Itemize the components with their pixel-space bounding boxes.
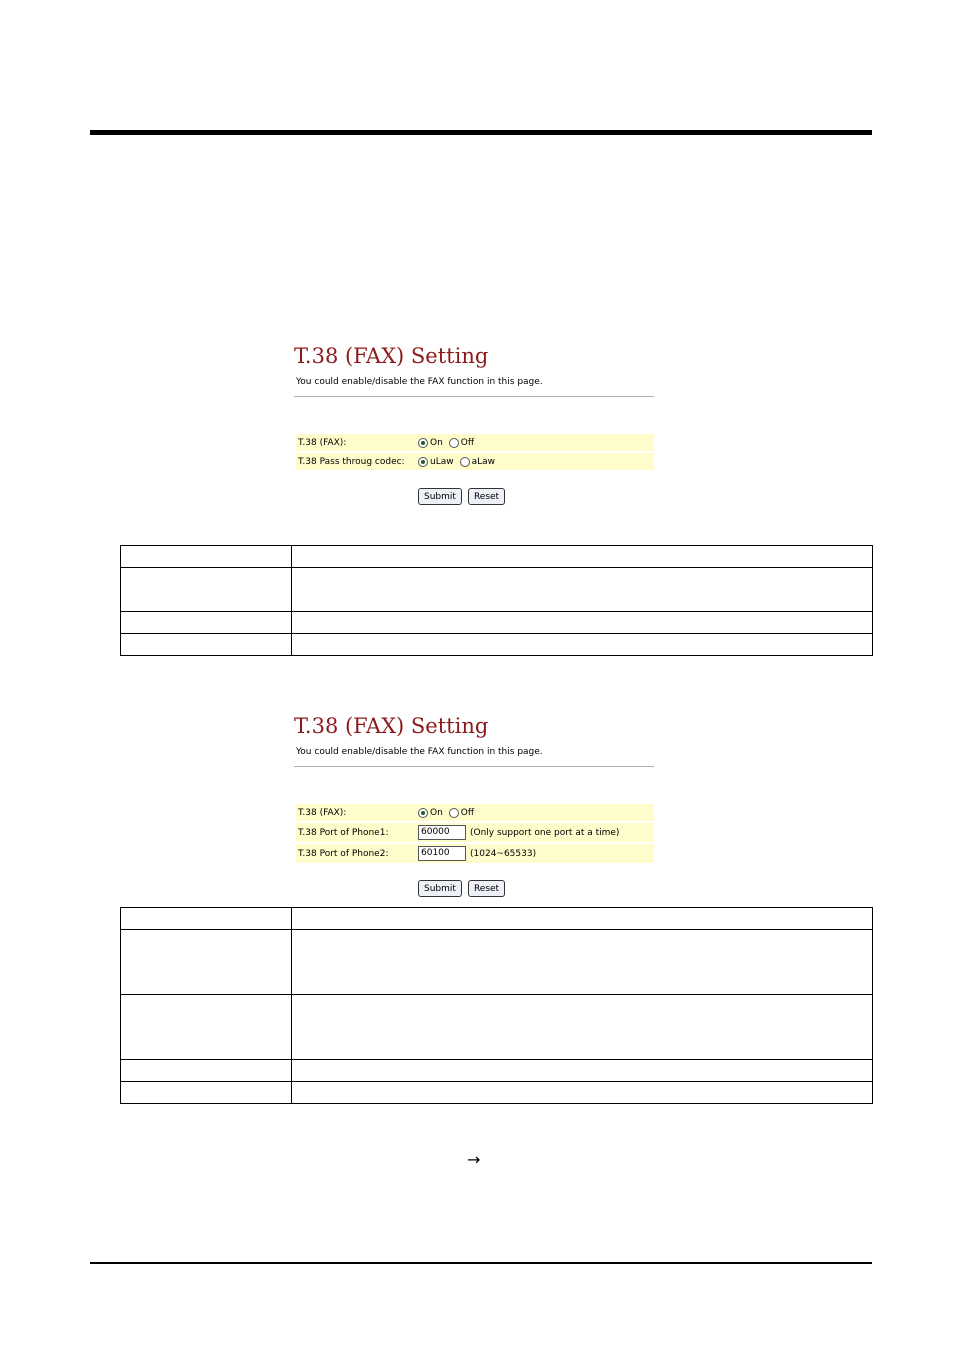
radio-selected-icon [418,808,428,818]
page-description: You could enable/disable the FAX function in this page. [296,747,543,757]
table-cell [292,546,873,568]
table-row [121,568,873,612]
phone2-port-row [296,844,654,863]
fax-label: T.38 (FAX): [298,807,347,818]
fax-on-label: On [430,437,443,448]
table-row [121,612,873,634]
submit-button[interactable]: Submit [418,880,462,897]
radio-selected-icon [418,438,428,448]
table-cell [292,908,873,930]
submit-button[interactable]: Submit [418,488,462,505]
table-cell [292,995,873,1060]
phone1-port-row [296,823,654,842]
radio-empty-icon [449,438,459,448]
fax-row [296,804,654,821]
table-cell [121,930,292,995]
fax-off-radio[interactable] [449,808,474,818]
table-row [121,1060,873,1082]
codec-label: T.38 Pass throug codec: [298,456,405,467]
parameter-table-2 [120,907,873,1104]
fax-off-label: Off [460,807,475,818]
table-row [121,634,873,656]
table-cell [292,568,873,612]
fax-on-radio[interactable] [418,808,443,818]
radio-selected-icon [418,457,428,467]
radio-empty-icon [449,808,459,818]
ulaw-radio[interactable] [418,457,454,467]
table-cell [292,612,873,634]
arrow-right-icon: → [467,1150,481,1169]
radio-empty-icon [460,457,470,467]
fax-off-label: Off [460,437,475,448]
divider [294,396,654,397]
fax-on-radio[interactable] [418,438,443,448]
table-cell [292,634,873,656]
form-buttons [418,880,505,897]
table-cell [121,634,292,656]
table-cell [121,546,292,568]
settings-form [296,804,654,865]
table-row [121,546,873,568]
phone2-port-label: T.38 Port of Phone2: [298,848,389,859]
reset-button[interactable]: Reset [468,488,505,505]
phone1-port-input[interactable]: 60000 [418,825,466,840]
table-row [121,1082,873,1104]
parameter-table-1 [120,545,873,656]
divider [294,766,654,767]
table-cell [121,1060,292,1082]
alaw-radio[interactable] [460,457,495,467]
phone2-port-hint: (1024~65533) [470,848,537,859]
table-row [121,930,873,995]
phone2-port-input[interactable]: 60100 [418,846,466,861]
table-cell [121,568,292,612]
table-cell [121,995,292,1060]
page-title: T.38 (FAX) Setting [294,714,489,738]
reset-button[interactable]: Reset [468,880,505,897]
table-cell [292,1082,873,1104]
page-description: You could enable/disable the FAX function in this page. [296,377,543,387]
table-cell [121,612,292,634]
table-cell [121,1082,292,1104]
fax-on-label: On [430,807,443,818]
header-rule [90,130,872,135]
fax-setting-screenshot-1 [294,343,658,502]
table-cell [292,1060,873,1082]
phone1-port-label: T.38 Port of Phone1: [298,827,389,838]
fax-off-radio[interactable] [449,438,474,448]
table-row [121,908,873,930]
table-cell [292,930,873,995]
fax-label: T.38 (FAX): [298,437,347,448]
settings-form [296,434,654,472]
phone1-port-hint: (Only support one port at a time) [470,827,620,838]
codec-row [296,453,654,470]
fax-setting-screenshot-2 [294,713,658,894]
fax-row [296,434,654,451]
alaw-label: aLaw [471,456,496,467]
table-cell [121,908,292,930]
table-row [121,995,873,1060]
page-title: T.38 (FAX) Setting [294,344,489,368]
form-buttons [418,488,505,505]
ulaw-label: uLaw [430,456,454,467]
footer-rule [90,1262,872,1264]
